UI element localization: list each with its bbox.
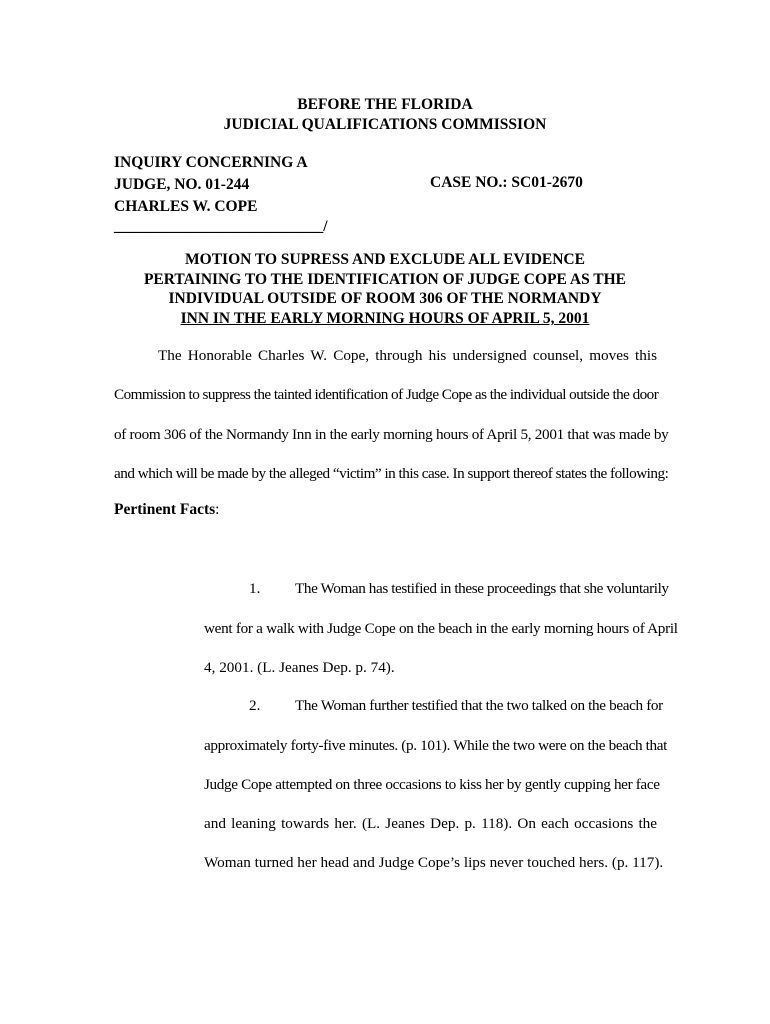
motion-title-line-underlined: INN IN THE EARLY MORNING HOURS OF APRIL 5, 2001 bbox=[180, 310, 590, 328]
item-number: 2. bbox=[249, 697, 261, 714]
paragraph-line: Commission to suppress the tainted identification of Judge Cope as the individual outside the door bbox=[114, 386, 659, 403]
header-line-1: BEFORE THE FLORIDA bbox=[297, 96, 473, 113]
paragraph-line: and which will be made by the alleged “victim” in this case. In support thereof states the following: bbox=[114, 465, 669, 482]
motion-title-line: PERTAINING TO THE IDENTIFICATION OF JUDGE COPE AS THE bbox=[143, 270, 627, 288]
motion-title-line: INDIVIDUAL OUTSIDE OF ROOM 306 OF THE NORMANDY bbox=[168, 290, 602, 308]
motion-title bbox=[100, 250, 670, 329]
item-line: The Woman has testified in these proceedings that she voluntarily bbox=[295, 580, 669, 597]
item-line: The Woman further testified that the two talked on the beach for bbox=[295, 697, 663, 714]
item-line: Woman turned her head and Judge Cope’s lips never touched hers. (p. 117). bbox=[204, 854, 664, 871]
case-number: CASE NO.: SC01-2670 bbox=[430, 174, 583, 191]
motion-title-line: MOTION TO SUPRESS AND EXCLUDE ALL EVIDENCE bbox=[185, 251, 585, 268]
header-line-2: JUDICIAL QUALIFICATIONS COMMISSION bbox=[223, 116, 547, 133]
section-heading-label: Pertinent Facts bbox=[114, 501, 216, 518]
item-line: and leaning towards her. (L. Jeanes Dep. p. 118). On each occasions the bbox=[204, 815, 657, 832]
caption-block bbox=[114, 152, 328, 238]
caption-separator: ___________________________/ bbox=[114, 218, 328, 235]
item-line: approximately forty-five minutes. (p. 101). While the two were on the beach that bbox=[204, 737, 668, 754]
caption-line: CHARLES W. COPE bbox=[114, 198, 258, 215]
item-number: 1. bbox=[249, 580, 261, 597]
item-line: Judge Cope attempted on three occasions to kiss her by gently cupping her face bbox=[204, 776, 660, 793]
paragraph-line: of room 306 of the Normandy Inn in the early morning hours of April 5, 2001 that was made by bbox=[114, 426, 669, 443]
section-heading-suffix: : bbox=[215, 501, 220, 518]
item-line: 4, 2001. (L. Jeanes Dep. p. 74). bbox=[204, 659, 395, 676]
item-line: went for a walk with Judge Cope on the beach in the early morning hours of April bbox=[204, 620, 678, 637]
caption-line: JUDGE, NO. 01-244 bbox=[114, 176, 250, 193]
section-heading bbox=[114, 501, 219, 519]
caption-line: INQUIRY CONCERNING A bbox=[114, 154, 308, 171]
paragraph-line: The Honorable Charles W. Cope, through his undersigned counsel, moves this bbox=[158, 347, 657, 364]
